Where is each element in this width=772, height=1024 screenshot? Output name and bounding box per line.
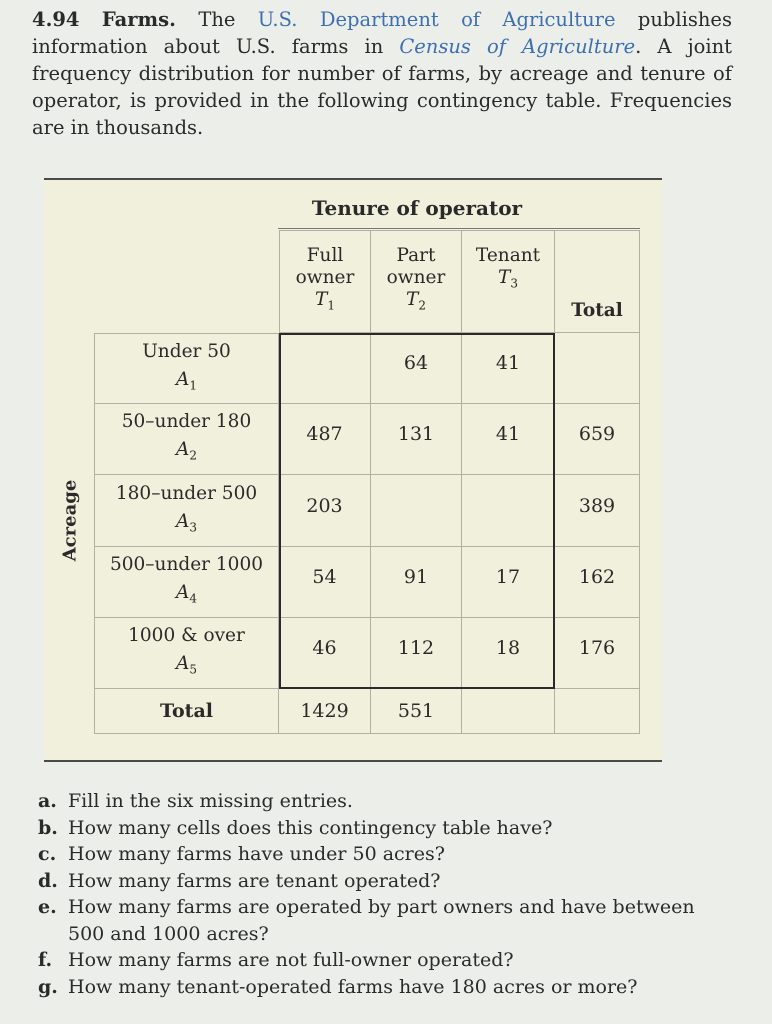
- table-cell-a2-t3: 41: [462, 404, 555, 475]
- question-text: How many farms have under 50 acres?: [68, 843, 445, 865]
- question-letter: a.: [38, 790, 57, 812]
- question-item: [38, 841, 728, 868]
- problem-number: 4.94: [32, 8, 80, 31]
- column-header-line2: owner: [295, 267, 355, 288]
- column-header-t1: [279, 230, 371, 333]
- question-item: [38, 974, 728, 1001]
- question-letter: e.: [38, 896, 57, 918]
- column-header-t3: [462, 230, 555, 333]
- question-item: [38, 894, 728, 947]
- publication-name: Census of Agriculture: [399, 35, 636, 58]
- question-text: How many farms are not full-owner operated?: [68, 949, 514, 971]
- row-label-text: Under 50: [142, 340, 231, 362]
- question-item: [38, 947, 728, 974]
- column-header-total-label: Total: [571, 300, 623, 321]
- column-header-line2: owner: [386, 267, 446, 288]
- symbol-subscript: 1: [327, 298, 335, 313]
- table-cell-a4-t3: 17: [462, 547, 555, 618]
- symbol-letter: A: [175, 439, 190, 461]
- symbol-subscript: 3: [510, 276, 518, 291]
- table-cell-a3-t1: 203: [279, 475, 371, 547]
- column-group-rule: [278, 228, 640, 229]
- symbol-letter: A: [175, 510, 190, 532]
- row-group-label: [40, 470, 100, 570]
- row-total-a3: 389: [555, 475, 640, 547]
- table-cell-a3-t2: [371, 475, 462, 547]
- symbol-label: [176, 579, 197, 613]
- column-total-t3: [462, 689, 555, 734]
- table-cell-a5-t1: 46: [279, 618, 371, 689]
- question-text: How many cells does this contingency table have?: [68, 816, 553, 839]
- question-text: How many farms are operated by part owners and have between 500 and 1000 acres?: [68, 896, 695, 945]
- column-header-line1: Part: [396, 245, 436, 266]
- column-header-total: [555, 230, 640, 333]
- intro-text-pre: The: [198, 8, 236, 31]
- symbol-label: [176, 508, 197, 542]
- row-label-text: 50–under 180: [121, 411, 252, 433]
- table-cell-a4-t2: 91: [371, 547, 462, 618]
- symbol-label: [406, 289, 426, 317]
- row-label-a3: [94, 475, 279, 547]
- row-label-text: 180–under 500: [115, 482, 258, 504]
- row-label-a4: [94, 547, 279, 618]
- table-cell-a1-t3: 41: [462, 333, 555, 404]
- question-text: How many tenant-operated farms have 180 acres or more?: [68, 975, 638, 998]
- question-letter: f.: [38, 949, 53, 971]
- question-letter: g.: [38, 975, 58, 998]
- symbol-letter: T: [406, 289, 419, 310]
- table-cell-a1-t2: 64: [371, 333, 462, 404]
- table-cell-a5-t3: 18: [462, 618, 555, 689]
- symbol-subscript: 5: [189, 662, 197, 677]
- table-cell-a5-t2: 112: [371, 618, 462, 689]
- intro-text-post: . A joint frequency distribution for number of farms, by acreage and tenure of operator, is provided in the following contingency table. Frequencies are in thousands.: [32, 35, 732, 139]
- symbol-subscript: 3: [189, 520, 197, 535]
- column-total-t2: 551: [371, 689, 462, 734]
- column-header-line1: Full: [306, 245, 344, 266]
- problem-statement: [32, 6, 732, 141]
- row-total-a1: [555, 333, 640, 404]
- symbol-letter: A: [175, 368, 190, 390]
- symbol-subscript: 4: [189, 591, 197, 606]
- question-letter: b.: [38, 816, 58, 839]
- symbol-letter: A: [175, 582, 190, 604]
- table-cell-a2-t1: 487: [279, 404, 371, 475]
- symbol-letter: A: [175, 653, 190, 675]
- table-cell-a4-t1: 54: [279, 547, 371, 618]
- row-label-text: 500–under 1000: [110, 554, 263, 576]
- symbol-letter: T: [315, 289, 328, 310]
- question-letter: d.: [38, 869, 58, 892]
- table-cell-a3-t3: [462, 475, 555, 547]
- question-text: Fill in the six missing entries.: [68, 790, 353, 812]
- row-total-a2: 659: [555, 404, 640, 475]
- column-header-t2: [371, 230, 462, 333]
- question-text: How many farms are tenant operated?: [68, 869, 441, 892]
- row-total-a4: 162: [555, 547, 640, 618]
- question-list: [38, 788, 728, 1000]
- symbol-label: [315, 289, 335, 317]
- table-cell-a2-t2: 131: [371, 404, 462, 475]
- symbol-label: [176, 436, 197, 470]
- row-total-a5: 176: [555, 618, 640, 689]
- row-label-a1: [94, 333, 279, 404]
- row-label-a5: [94, 618, 279, 689]
- question-item: [38, 815, 728, 842]
- symbol-subscript: 2: [189, 448, 197, 463]
- agency-name: U.S. Department of Agriculture: [257, 8, 616, 31]
- question-letter: c.: [38, 843, 57, 865]
- problem-title: Farms.: [101, 8, 176, 31]
- column-total-t1: 1429: [279, 689, 371, 734]
- question-item: [38, 788, 728, 815]
- symbol-label: [176, 366, 197, 400]
- column-group-title: Tenure of operator: [311, 196, 523, 220]
- table-cell-a1-t1: [279, 333, 371, 404]
- row-group-title: Acreage: [59, 479, 81, 561]
- question-item: [38, 868, 728, 895]
- symbol-letter: T: [498, 267, 511, 288]
- symbol-label: [498, 267, 518, 295]
- intro-text-mid: publishes information about U.S. farms in: [32, 8, 732, 58]
- symbol-subscript: 1: [189, 378, 197, 393]
- row-label-text: 1000 & over: [128, 625, 245, 647]
- row-label-a2: [94, 404, 279, 475]
- symbol-subscript: 2: [418, 298, 426, 313]
- column-header-line2: Tenant: [475, 245, 541, 266]
- totals-row-label: Total: [94, 689, 279, 734]
- symbol-label: [176, 650, 197, 684]
- grand-total: [555, 689, 640, 734]
